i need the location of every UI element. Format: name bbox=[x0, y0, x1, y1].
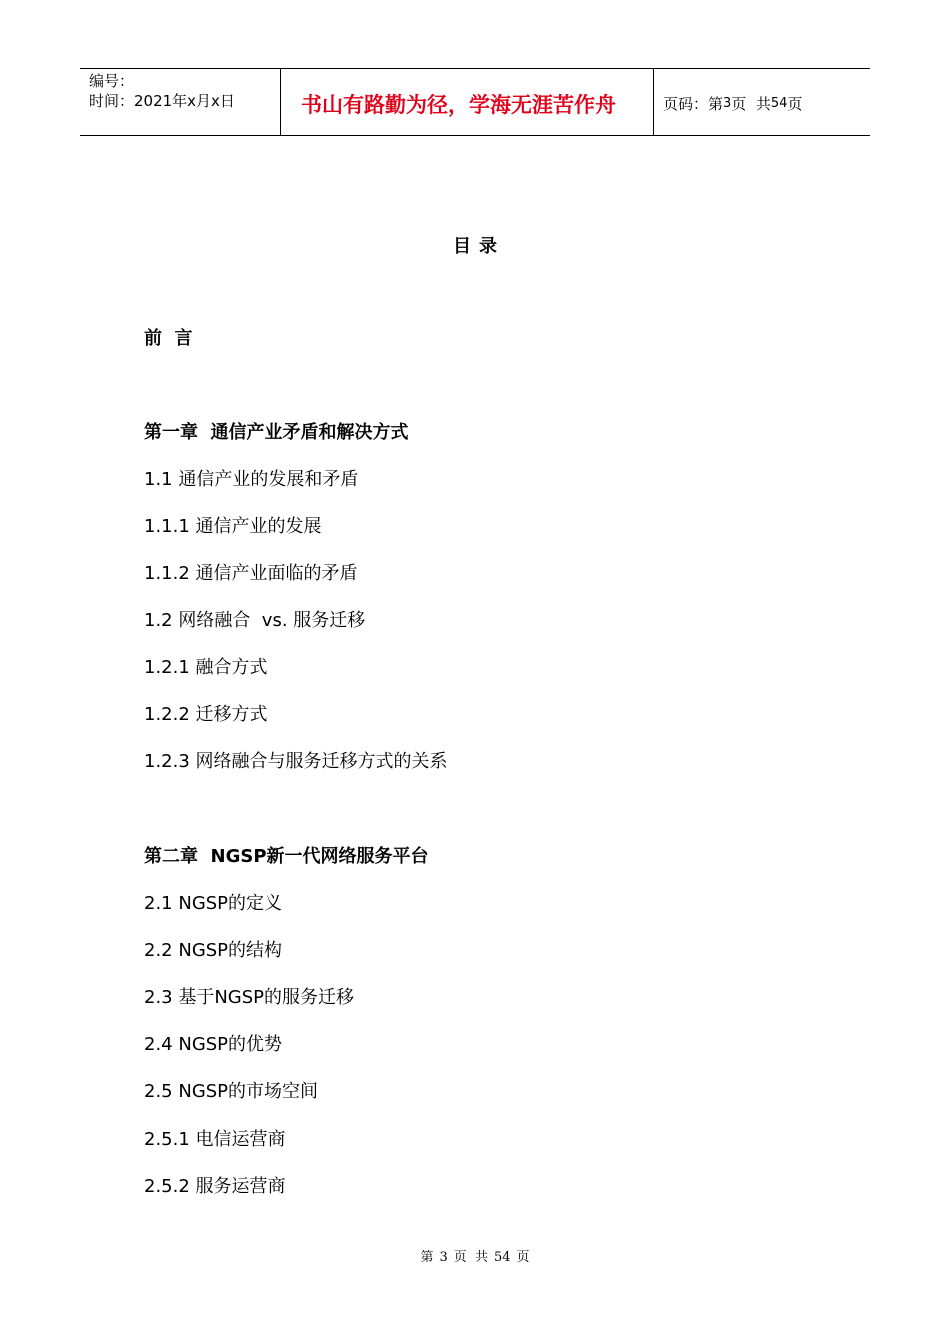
header-page-current: 3 bbox=[723, 95, 732, 111]
header-page-prefix: 页码：第 bbox=[663, 94, 724, 113]
header-page-total: 54 bbox=[770, 95, 788, 111]
document-number-label: 编号： bbox=[89, 72, 135, 90]
toc-item-1-2-3[interactable]: 1.2.3 网络融合与服务迁移方式的关系 bbox=[144, 751, 448, 772]
toc-item-2-3[interactable]: 2.3 基于NGSP的服务迁移 bbox=[144, 987, 355, 1008]
header-motto: 书山有路勤为径，学海无涯苦作舟 bbox=[281, 69, 654, 135]
toc-item-2-5-2[interactable]: 2.5.2 服务运营商 bbox=[144, 1176, 286, 1197]
toc-item-2-4[interactable]: 2.4 NGSP的优势 bbox=[144, 1034, 283, 1055]
toc-item-1-2[interactable]: 1.2 网络融合 vs. 服务迁移 bbox=[144, 610, 366, 631]
header-page-indicator bbox=[654, 69, 870, 135]
footer-suffix: 页 bbox=[516, 1250, 530, 1265]
toc-item-1-2-2[interactable]: 1.2.2 迁移方式 bbox=[144, 704, 268, 725]
footer-mid: 页 共 bbox=[453, 1250, 488, 1265]
toc-item-chapter-1[interactable]: 第一章 通信产业矛盾和解决方式 bbox=[144, 422, 409, 443]
toc-item-2-5[interactable]: 2.5 NGSP的市场空间 bbox=[144, 1081, 319, 1102]
toc-title: 目录 bbox=[453, 236, 505, 257]
footer-prefix: 第 bbox=[420, 1250, 434, 1265]
header-page-suffix: 页 bbox=[787, 94, 803, 113]
toc-item-2-2[interactable]: 2.2 NGSP的结构 bbox=[144, 940, 283, 961]
toc-item-1-1[interactable]: 1.1 通信产业的发展和矛盾 bbox=[144, 469, 359, 490]
toc-item-chapter-2[interactable]: 第二章 NGSP新一代网络服务平台 bbox=[144, 846, 429, 867]
toc-item-preface[interactable]: 前 言 bbox=[144, 328, 193, 349]
toc-item-2-1[interactable]: 2.1 NGSP的定义 bbox=[144, 893, 283, 914]
footer-page-total: 54 bbox=[494, 1250, 511, 1265]
toc-item-1-1-1[interactable]: 1.1.1 通信产业的发展 bbox=[144, 516, 322, 537]
page-footer bbox=[0, 1246, 950, 1265]
header-page-mid: 页 共 bbox=[731, 94, 771, 113]
footer-page-current: 3 bbox=[439, 1250, 448, 1265]
header-meta bbox=[80, 69, 281, 135]
document-date-label: 时间：2021年x月x日 bbox=[89, 92, 235, 110]
toc-item-2-5-1[interactable]: 2.5.1 电信运营商 bbox=[144, 1129, 286, 1150]
document-header bbox=[80, 68, 870, 136]
toc-item-1-2-1[interactable]: 1.2.1 融合方式 bbox=[144, 657, 268, 678]
toc-item-1-1-2[interactable]: 1.1.2 通信产业面临的矛盾 bbox=[144, 563, 358, 584]
